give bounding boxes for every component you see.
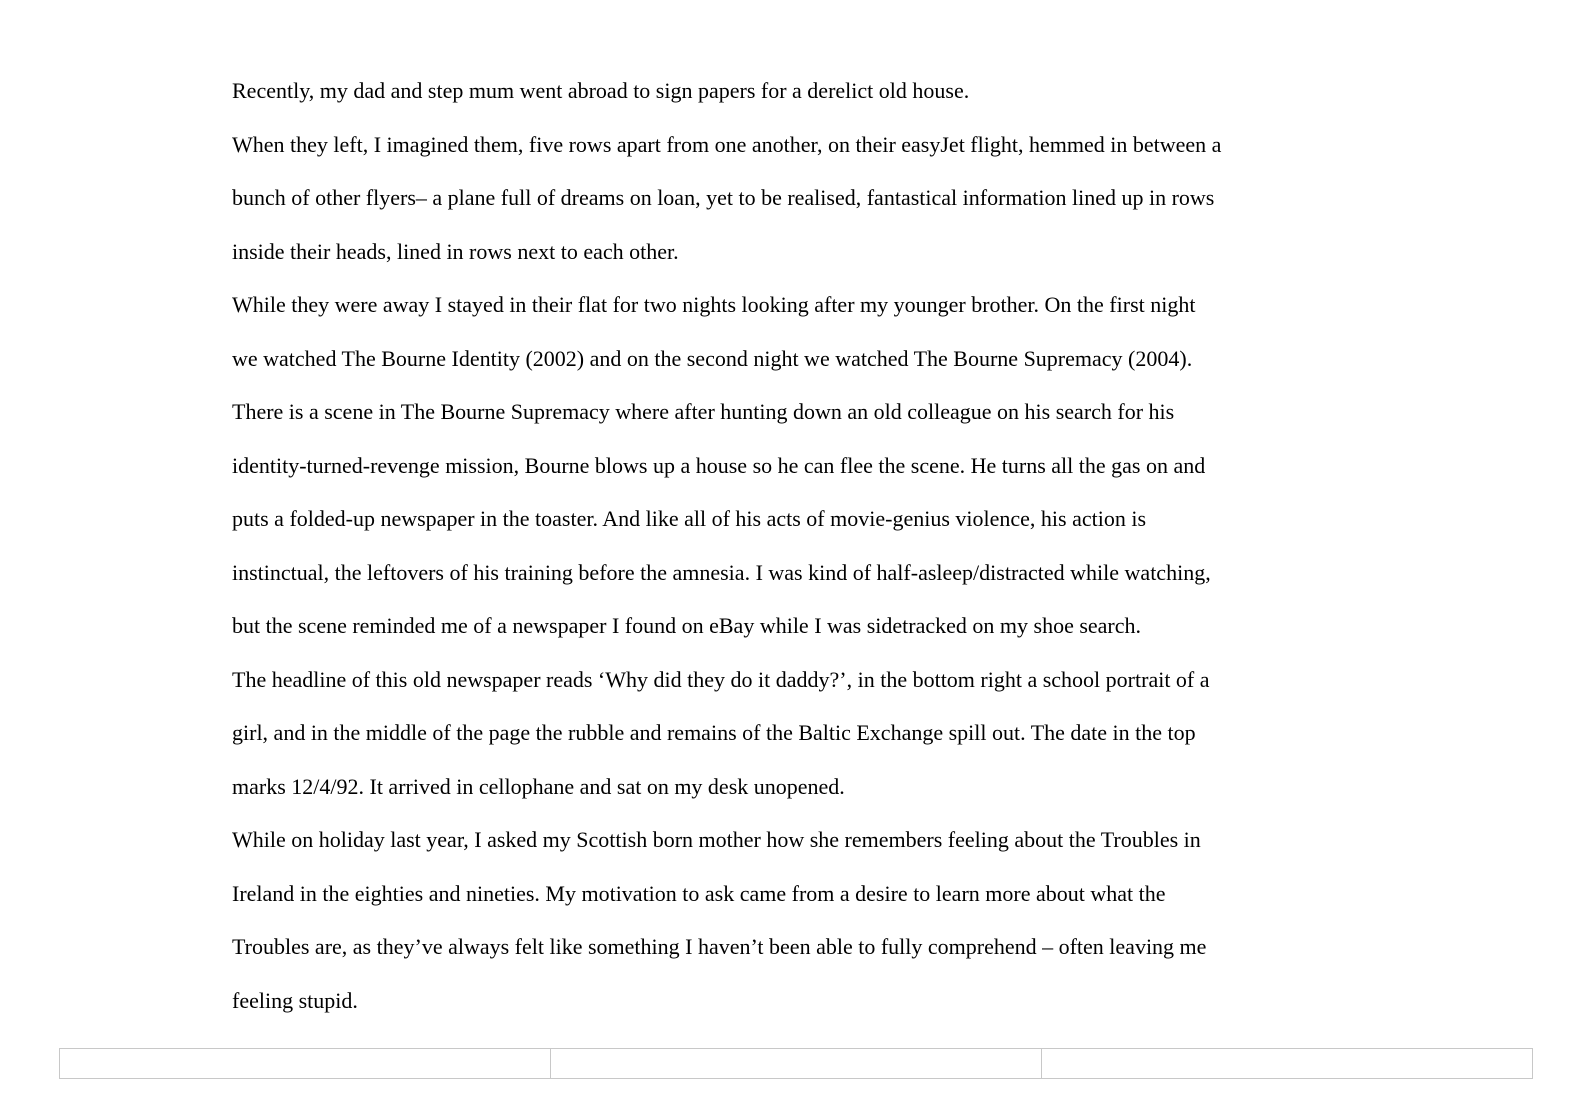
text-line: Ireland in the eighties and nineties. My motivation to ask came from a desire to learn more about what the — [232, 880, 1166, 906]
text-line: marks 12/4/92. It arrived in cellophane and sat on my desk unopened. — [232, 773, 845, 799]
text-line: Troubles are, as they’ve always felt like something I haven’t been able to fully comprehend – often leaving me — [232, 934, 1207, 959]
text-line: bunch of other flyers– a plane full of dreams on loan, yet to be realised, fantastical information lined up in rows — [232, 185, 1215, 210]
document-body — [232, 64, 1362, 1027]
text-line: identity-turned-revenge mission, Bourne blows up a house so he can flee the scene. He turns all the gas on and — [232, 452, 1206, 478]
text-line: The headline of this old newspaper reads ‘Why did they do it daddy?’, in the bottom right a school portrait of a — [232, 666, 1210, 692]
text-line: While they were away I stayed in their flat for two nights looking after my younger brother. On the first night — [232, 292, 1196, 317]
text-line: Recently, my dad and step mum went abroad to sign papers for a derelict old house. — [232, 78, 970, 103]
text-line: puts a folded-up newspaper in the toaster. And like all of his acts of movie-genius violence, his action is — [232, 506, 1147, 531]
text-line: There is a scene in The Bourne Supremacy where after hunting down an old colleague on his search for his — [232, 399, 1175, 424]
text-line: feeling stupid. — [232, 987, 358, 1013]
footer-cell-center[interactable] — [550, 1049, 1041, 1078]
text-line: but the scene reminded me of a newspaper I found on eBay while I was sidetracked on my shoe search. — [232, 613, 1142, 638]
text-line: While on holiday last year, I asked my Scottish born mother how she remembers feeling about the Troubles in — [232, 827, 1201, 852]
text-line: When they left, I imagined them, five rows apart from one another, on their easyJet flight, hemmed in between a — [232, 131, 1222, 157]
footer-cell-left[interactable] — [60, 1049, 550, 1078]
text-line: we watched The Bourne Identity (2002) and on the second night we watched The Bourne Supremacy (2004). — [232, 345, 1193, 371]
footer-cell-right[interactable] — [1041, 1049, 1532, 1078]
text-line: girl, and in the middle of the page the rubble and remains of the Baltic Exchange spill out. The date in the top — [232, 720, 1196, 745]
text-line: instinctual, the leftovers of his training before the amnesia. I was kind of half-asleep/distracted while watching, — [232, 559, 1211, 585]
text-line: inside their heads, lined in rows next to each other. — [232, 238, 679, 264]
footer-table — [59, 1048, 1533, 1079]
